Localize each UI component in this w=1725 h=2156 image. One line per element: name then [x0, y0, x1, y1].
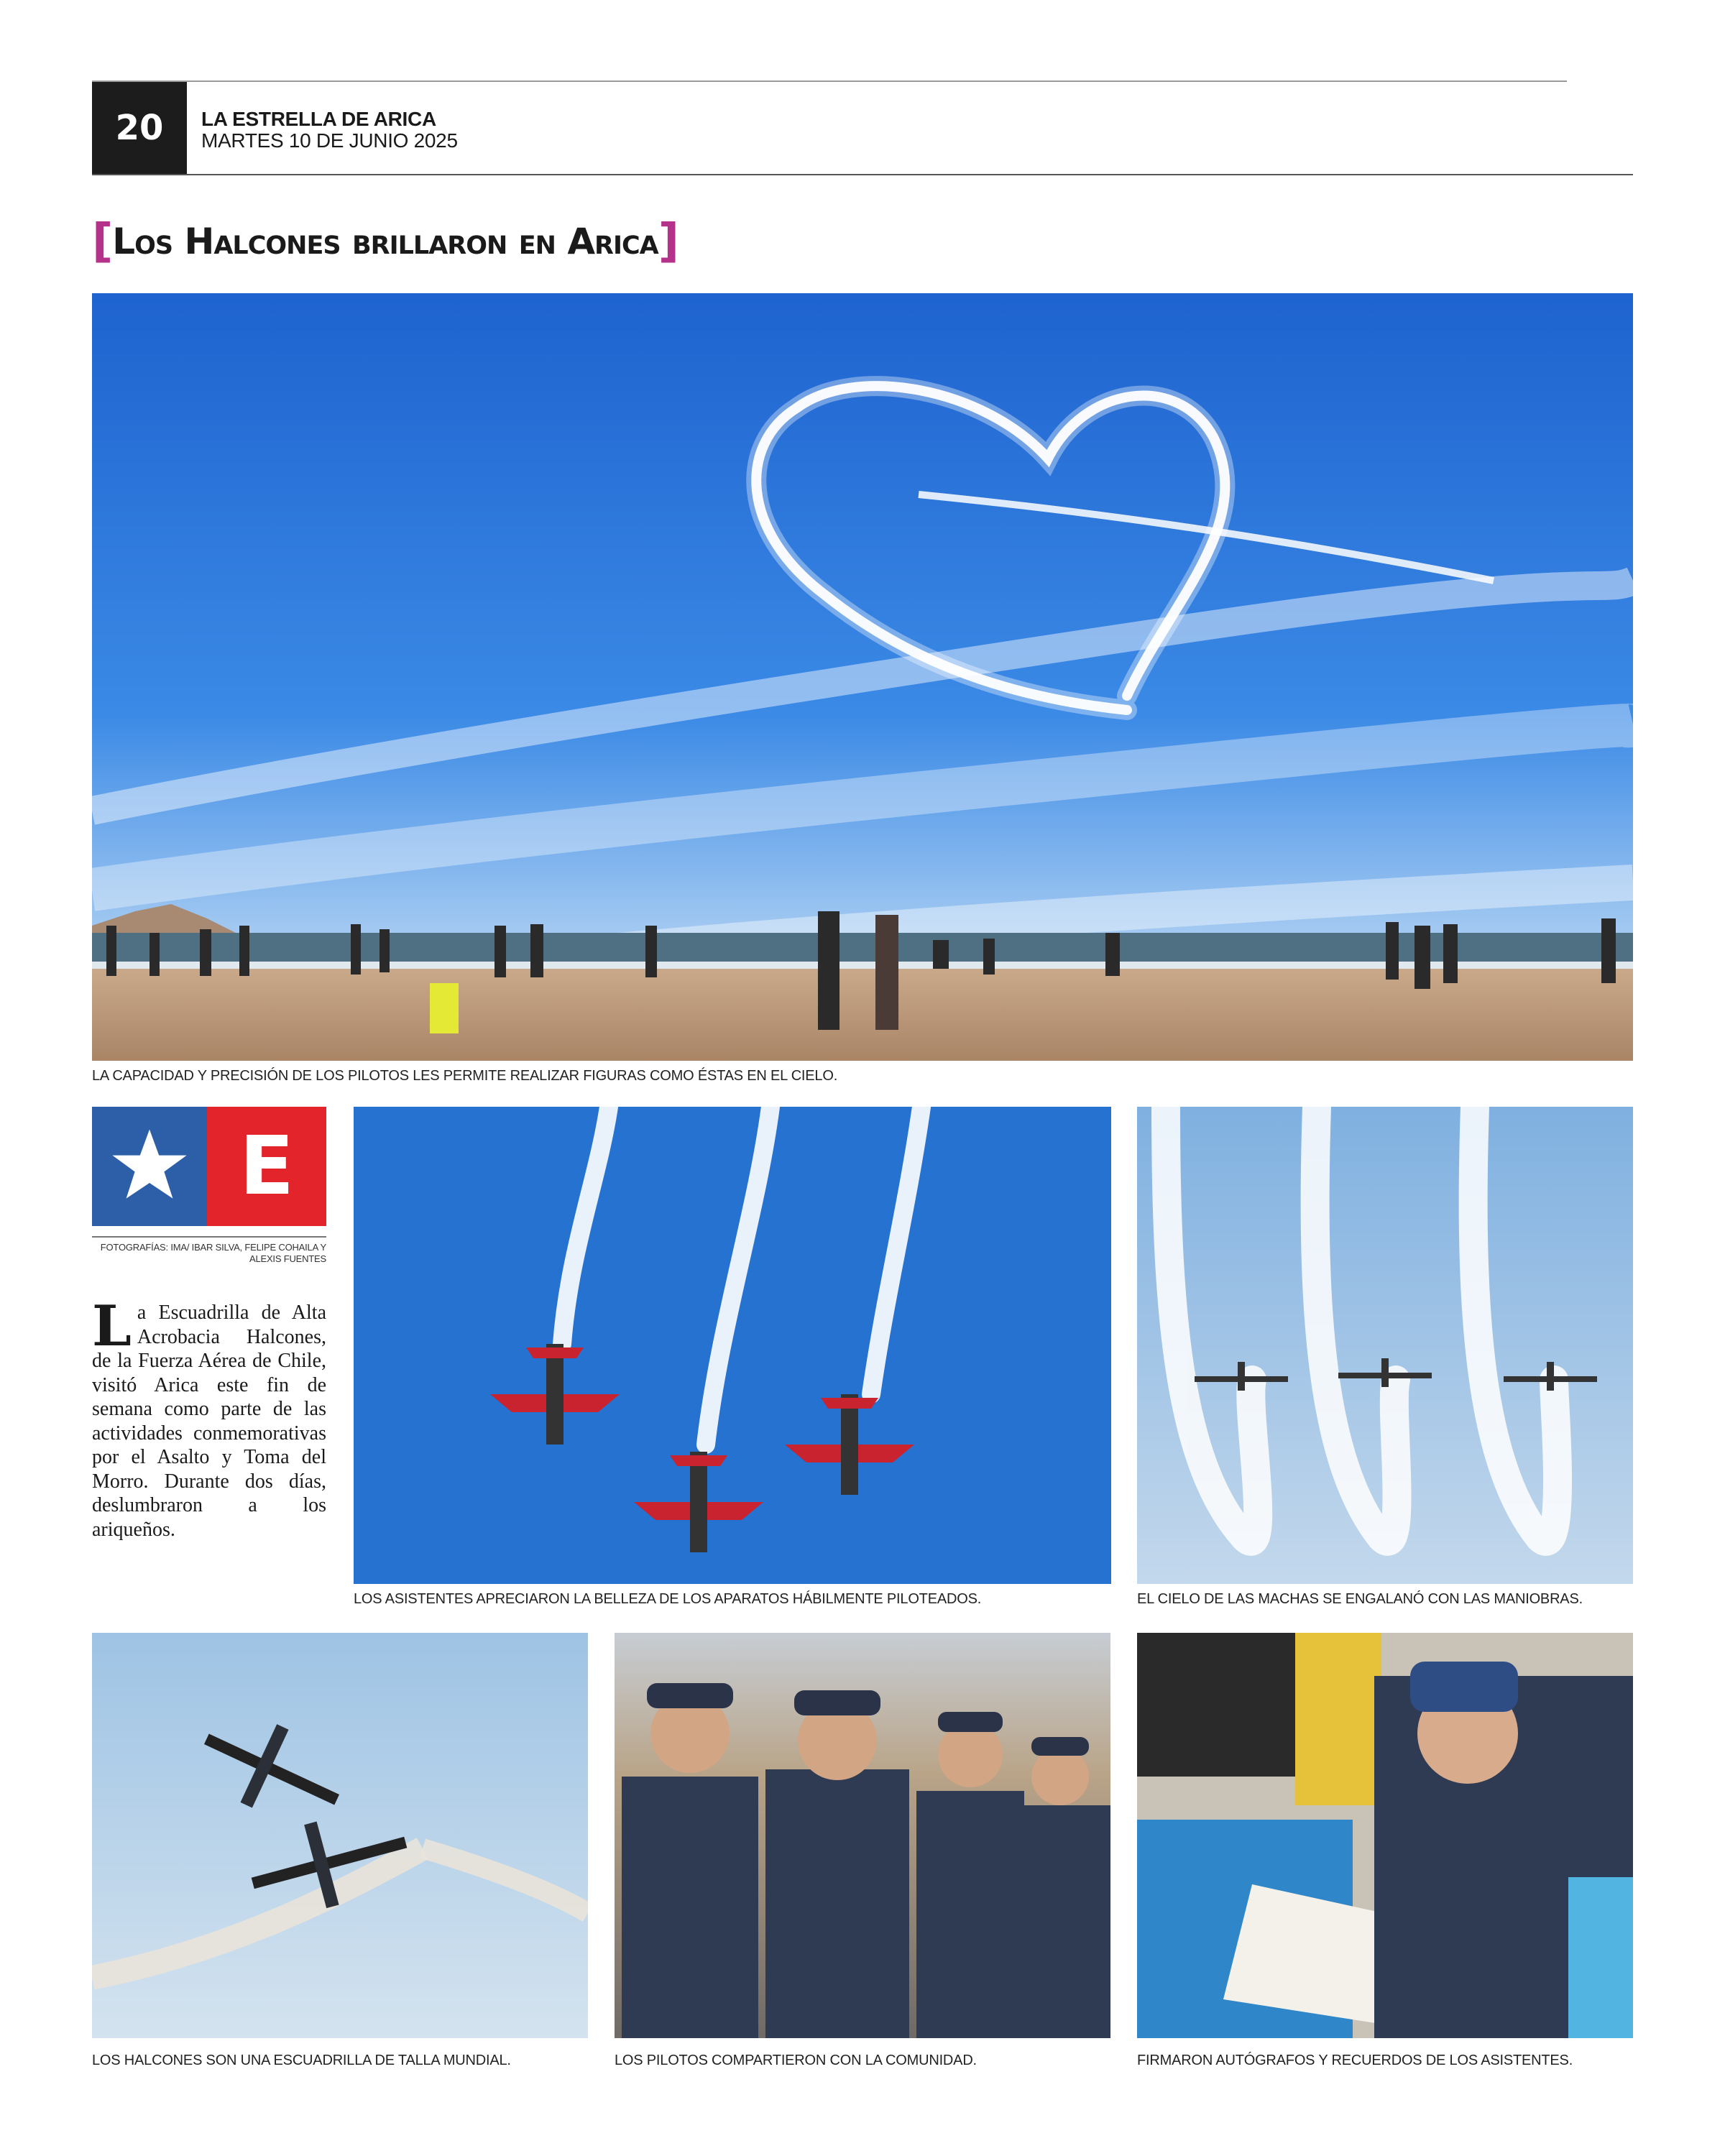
photo-red-planes	[354, 1107, 1111, 1584]
page-number: 20	[92, 82, 187, 174]
article-body-text: a Escuadrilla de Alta Acrobacia Halcones, de la Fuerza Aérea de Chile, visitó Arica este fin de semana como parte de las actividades conmemorativas por el Asalto y Toma del Morro. Durante dos días, deslumbraron a los ariqueños.	[92, 1302, 326, 1541]
headline-bracket-close: ]	[658, 215, 679, 268]
caption-two-planes: LOS HALCONES SON UNA ESCUADRILLA DE TALLA MUNDIAL.	[92, 2053, 511, 2068]
photo-two-planes	[92, 1633, 588, 2038]
caption-autographs: FIRMARON AUTÓGRAFOS Y RECUERDOS DE LOS ASISTENTES.	[1137, 2053, 1573, 2068]
newspaper-logo	[92, 1107, 326, 1226]
logo-blue-panel	[92, 1107, 207, 1226]
publication-name: LA ESTRELLA DE ARICA	[201, 108, 436, 130]
photo-credit: FOTOGRAFÍAS: IMA/ IBAR SILVA, FELIPE COHAILA Y ALEXIS FUENTES	[100, 1242, 326, 1264]
header-top-rule	[92, 80, 1567, 82]
caption-red-planes: LOS ASISTENTES APRECIARON LA BELLEZA DE LOS APARATOS HÁBILMENTE PILOTEADOS.	[354, 1591, 982, 1607]
headline	[92, 216, 678, 267]
photo-planes-loops	[1137, 1107, 1633, 1584]
logo-divider	[92, 1236, 326, 1238]
publication-date: MARTES 10 DE JUNIO 2025	[201, 129, 458, 152]
star-icon	[106, 1123, 193, 1209]
caption-main-photo: LA CAPACIDAD Y PRECISIÓN DE LOS PILOTOS LES PERMITE REALIZAR FIGURAS COMO ÉSTAS EN EL CIELO.	[92, 1068, 838, 1084]
caption-pilots: LOS PILOTOS COMPARTIERON CON LA COMUNIDAD.	[615, 2053, 977, 2068]
logo-letter: E	[207, 1107, 326, 1226]
photo-pilots	[615, 1633, 1110, 2038]
article-body	[92, 1294, 326, 1542]
photo-autographs	[1137, 1633, 1633, 2038]
headline-bracket-open: [	[92, 215, 113, 268]
main-photo-heart-sky	[92, 293, 1633, 1061]
headline-text: Los Halcones brillaron en Arica	[112, 221, 658, 262]
header-bottom-rule	[92, 174, 1633, 175]
caption-planes-loops: EL CIELO DE LAS MACHAS SE ENGALANÓ CON LAS MANIOBRAS.	[1137, 1591, 1583, 1607]
dropcap: L	[92, 1294, 132, 1359]
